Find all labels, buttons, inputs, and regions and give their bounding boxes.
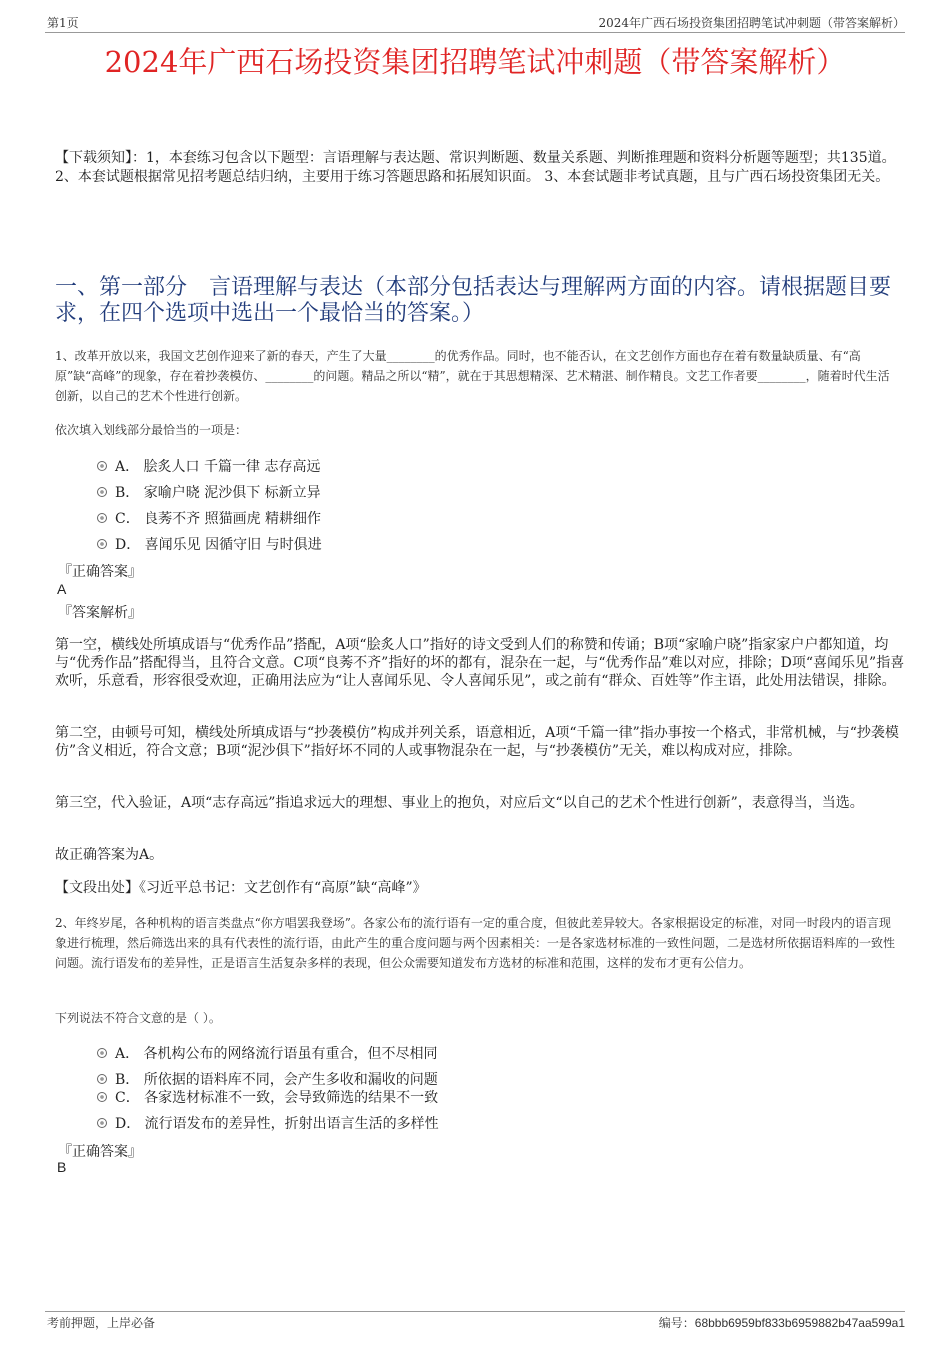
q1-option-a[interactable]	[97, 456, 320, 476]
radio-icon[interactable]	[97, 539, 107, 549]
footer-divider	[45, 1311, 905, 1312]
option-label: C． 良莠不齐 照猫画虎 精耕细作	[115, 511, 322, 527]
q2-option-c[interactable]	[97, 1087, 438, 1107]
q2-option-a[interactable]	[97, 1043, 438, 1063]
radio-icon[interactable]	[97, 1048, 107, 1058]
q2-option-d[interactable]	[97, 1113, 439, 1133]
q2-option-b[interactable]	[97, 1069, 438, 1089]
header-doc-title: 2024年广西石场投资集团招聘笔试冲刺题（带答案解析）	[598, 16, 905, 30]
option-label: C． 各家选材标准不一致，会导致筛选的结果不一致	[115, 1090, 439, 1106]
option-label: B． 所依据的语料库不同，会产生多收和漏收的问题	[115, 1072, 438, 1088]
option-label: D． 流行语发布的差异性，折射出语言生活的多样性	[115, 1116, 439, 1132]
q2-prompt: 下列说法不符合文意的是（ ）。	[55, 1011, 221, 1025]
radio-icon[interactable]	[97, 487, 107, 497]
radio-icon[interactable]	[97, 461, 107, 471]
q1-answer: A	[57, 581, 67, 597]
footer-slogan: 考前押题，上岸必备	[47, 1316, 156, 1330]
section-heading: 一、第一部分 言语理解与表达（本部分包括表达与理解两方面的内容。请根据题目要求，在四个选项中选出一个最恰当的答案。）	[55, 275, 892, 326]
q2-answer-label: 『正确答案』	[58, 1144, 142, 1160]
radio-icon[interactable]	[97, 1074, 107, 1084]
q1-analysis-2: 第二空，由顿号可知，横线处所填成语与“抄袭模仿”构成并列关系，语意相近，A项“千篇一律”指办事按一个格式，非常机械，与“抄袭模仿”含义相近，符合文意；B项“泥沙俱下”指好坏不同的人或事物混杂在一起，与“抄袭模仿”无关，难以构成对应，排除。	[55, 725, 899, 759]
radio-icon[interactable]	[97, 1118, 107, 1128]
q1-option-b[interactable]	[97, 482, 321, 502]
q1-source: 【文段出处】《习近平总书记：文艺创作有“高原”缺“高峰”》	[55, 880, 427, 896]
page-number: 第1页	[47, 16, 79, 30]
q1-answer-label: 『正确答案』	[58, 564, 142, 580]
download-notice: 【下载须知】：1，本套练习包含以下题型：言语理解与表达题、常识判断题、数量关系题、判断推理题和资料分析题等题型；共135道。 2、本套试题根据常见招考题总结归纳，主要用于练习答题思路和拓展知识面。 3、本套试题非考试真题，且与广西石场投资集团无关。	[55, 150, 896, 185]
option-label: A． 各机构公布的网络流行语虽有重合，但不尽相同	[115, 1046, 438, 1062]
footer-doc-id: 编号：68bbb6959bf833b6959882b47aa599a1	[658, 1316, 905, 1330]
header-divider	[45, 32, 905, 33]
q1-analysis-1: 第一空，横线处所填成语与“优秀作品”搭配，A项“脍炙人口”指好的诗文受到人们的称赞和传诵；B项“家喻户晓”指家家户户都知道，均与“优秀作品”搭配得当，且符合文意。C项“良莠不齐”指好的坏的都有，混杂在一起，与“优秀作品”难以对应，排除；D项“喜闻乐见”指喜欢听，乐意看，形容很受欢迎，正确用法应为“让人喜闻乐见、令人喜闻乐见”，或之前有“群众、百姓等”作主语，此处用法错误，排除。	[55, 637, 905, 689]
q1-prompt: 依次填入划线部分最恰当的一项是：	[55, 423, 248, 437]
q1-option-d[interactable]	[97, 534, 322, 554]
page-title: 2024年广西石场投资集团招聘笔试冲刺题（带答案解析）	[104, 45, 846, 79]
q1-analysis-label: 『答案解析』	[58, 605, 142, 621]
q1-conclusion: 故正确答案为A。	[55, 847, 164, 863]
option-label: B． 家喻户晓 泥沙俱下 标新立异	[115, 485, 321, 501]
q2-stem: 2、年终岁尾，各种机构的语言类盘点“你方唱罢我登场”。各家公布的流行语有一定的重合度，但彼此差异较大。各家根据设定的标准，对同一时段内的语言现象进行梳理，然后筛选出来的具有代表性的流行语，由此产生的重合度问题与两个因素相关：一是各家选材标准的一致性问题，二是选材所依据语料库的一致性问题。流行语发布的差异性，正是语言生活复杂多样的表现，但公众需要知道发布方选材的标准和范围，这样的发布才更有公信力。	[55, 916, 896, 970]
q2-answer: B	[57, 1159, 67, 1175]
option-label: A． 脍炙人口 千篇一律 志存高远	[115, 459, 321, 475]
q1-analysis-3: 第三空，代入验证，A项“志存高远”指追求远大的理想、事业上的抱负，对应后文“以自己的艺术个性进行创新”，表意得当，当选。	[55, 795, 864, 811]
radio-icon[interactable]	[97, 1092, 107, 1102]
q1-stem: 1、改革开放以来，我国文艺创作迎来了新的春天，产生了大量________的优秀作品。同时，也不能否认，在文艺创作方面也存在着有数量缺质量、有“高原”缺“高峰”的现象，存在着抄袭模仿、________的问题。精品之所以“精”，就在于其思想精深、艺术精湛、制作精良。文艺工作者要________，随着时代生活创新，以自己的艺术个性进行创新。	[55, 349, 890, 403]
q1-option-c[interactable]	[97, 508, 321, 528]
option-label: D． 喜闻乐见 因循守旧 与时俱进	[115, 537, 322, 553]
radio-icon[interactable]	[97, 513, 107, 523]
